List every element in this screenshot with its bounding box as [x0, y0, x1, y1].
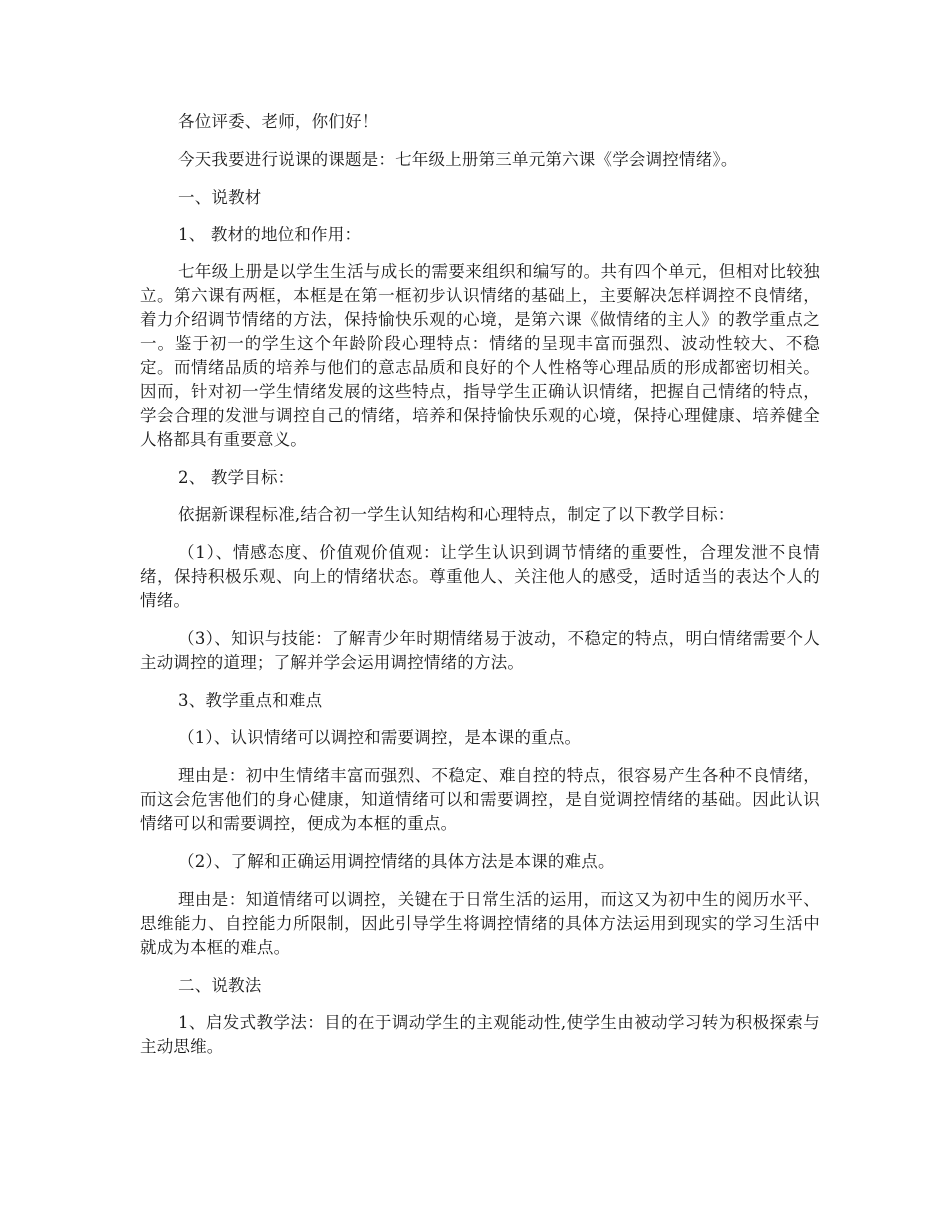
greeting: 各位评委、老师，你们好！	[178, 112, 379, 131]
difficult-point: （2）、了解和正确运用调控情绪的具体方法是本课的难点。	[178, 852, 615, 871]
subheading-key-difficult: 3、教学重点和难点	[178, 691, 323, 710]
difficult-point-reason: 理由是：知道情绪可以调控，关键在于日常生活的运用，而这又为初中生的阅历水平、思维能力、自控能力所限制，因此引导学生将调控情绪的具体方法运用到现实的学习生活中就成为本框的难点。	[140, 890, 820, 957]
document-page	[140, 110, 820, 1073]
paragraph-status-role: 七年级上册是以学生生活与成长的需要来组织和编写的。共有四个单元，但相对比较独立。第六课有两框，本框是在第一框初步认识情绪的基础上，主要解决怎样调控不良情绪，着力介绍调节情绪的方法，保持愉快乐观的心境，是第六课《做情绪的主人》的教学重点之一。鉴于初一的学生这个年龄阶段心理特点：情绪的呈现丰富而强烈、波动性较大、不稳定。而情绪品质的培养与他们的意志品质和良好的个人性格等心理品质的形成都密切相关。因而，针对初一学生情绪发展的这些特点，指导学生正确认识情绪，把握自己情绪的特点，学会合理的发泄与调控自己的情绪，培养和保持愉快乐观的心境，保持心理健康、培养健全人格都具有重要意义。	[140, 262, 820, 449]
topic-intro: 今天我要进行说课的课题是：七年级上册第三单元第六课《学会调控情绪》。	[178, 150, 738, 169]
subheading-status-role: 1、 教材的地位和作用：	[178, 225, 362, 244]
section-heading-methods: 二、说教法	[178, 976, 262, 995]
paragraph-goals-intro: 依据新课程标准,结合初一学生认知结构和心理特点，制定了以下教学目标：	[178, 505, 735, 524]
key-point-reason: 理由是：初中生情绪丰富而强烈、不稳定、难自控的特点，很容易产生各种不良情绪，而这会危害他们的身心健康，知道情绪可以和需要调控，是自觉调控情绪的基础。因此认识情绪可以和需要调控，便成为本框的重点。	[140, 766, 820, 833]
goal-item-emotion: （1）、情感态度、价值观价值观：让学生认识到调节情绪的重要性，合理发泄不良情绪，保持积极乐观、向上的情绪状态。尊重他人、关注他人的感受，适时适当的表达个人的情绪。	[140, 543, 820, 610]
key-point: （1）、认识情绪可以调控和需要调控，是本课的重点。	[178, 728, 582, 747]
method-item-heuristic: 1、启发式教学法：目的在于调动学生的主观能动性,使学生由被动学习转为积极探索与主动思维。	[140, 1013, 820, 1056]
section-heading-textbook: 一、说教材	[178, 188, 262, 207]
goal-item-knowledge: （3）、知识与技能：了解青少年时期情绪易于波动，不稳定的特点，明白情绪需要个人主动调控的道理；了解并学会运用调控情绪的方法。	[140, 629, 820, 672]
subheading-teaching-goals: 2、 教学目标：	[178, 468, 295, 487]
